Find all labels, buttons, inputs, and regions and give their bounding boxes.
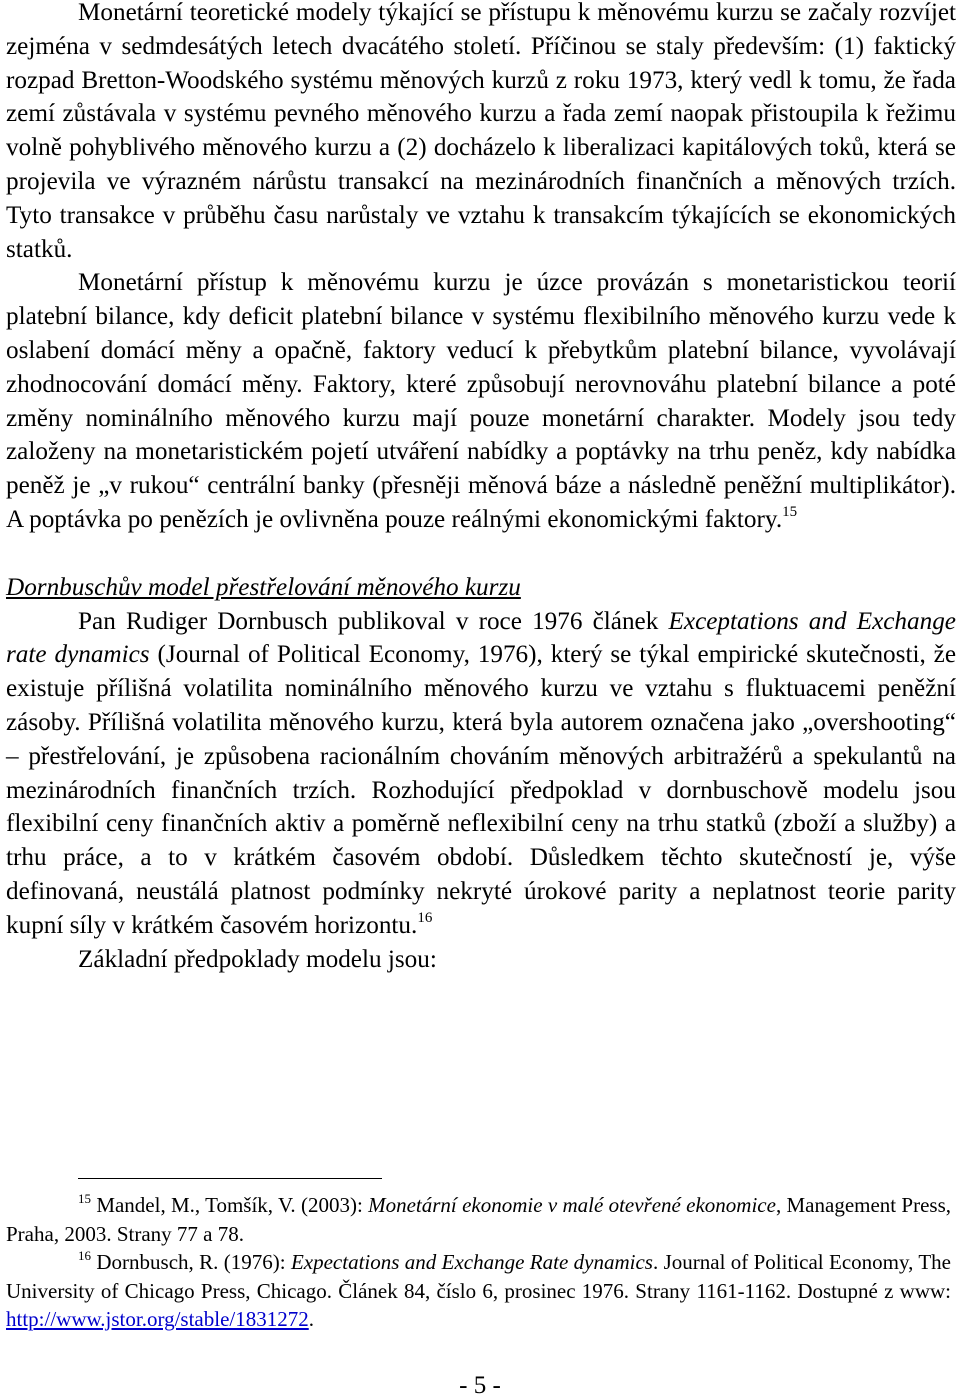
footnote-number: 15 [78,1191,91,1206]
footnote-text: . Journal of Political Economy, The University of Chicago Press, Chicago. Článek 84, číslo 6, prosinec 1976. Strany 1161-1162. Dostupné z www: [6,1250,951,1303]
footnote-title: Monetární ekonomie v malé otevřené ekonomice [368,1193,776,1217]
footnote-text: , Management Press, Praha, 2003. Strany 77 a 78. [6,1193,952,1246]
footnote-ref-16: 16 [417,909,433,926]
paragraph-text: Monetární přístup k měnovému kurzu je úzce provázán s monetaristickou teorií platební bilance, kdy deficit platební bilance v systému flexibilního měnového kurzu vede k oslabení domácí měny a opačně, faktory veducí k přebytkům platební bilance, vyvolávají zhodnocování domácí měny. Faktory, které způsobují nerovnováhu platební bilance a poté změny nominálního měnového kurzu mají pouze monetární charakter. Modely jsou tedy založeny na monetaristickém pojetí utváření nabídky a poptávky na trhu peněz, kdy nabídka peněž je „v rukou“ centrální banky (přesněji měnová báze a následně peněžní multiplikátor). A poptávka po penězích je ovlivněna pouze reálnými ekonomickými faktory. [6,269,956,533]
jstor-link[interactable]: http://www.jstor.org/stable/1831272 [6,1307,309,1331]
paragraph-text: Pan Rudiger Dornbusch publikoval v roce 1976 článek [78,607,669,635]
footnote-16 [6,1248,951,1334]
footnote-text: Mandel, M., Tomšík, V. (2003): [96,1193,369,1217]
paragraph-assumptions: Základní předpoklady modelu jsou: [78,945,437,973]
footnote-text: . [308,1307,314,1331]
page-number: - 5 - [459,1372,501,1399]
footnote-text: Dornbusch, R. (1976): [96,1250,291,1274]
paragraph-dornbusch [6,605,956,943]
body-text [6,0,956,976]
footnotes [6,1191,951,1334]
footnote-ref-15: 15 [782,503,798,520]
section-heading: Dornbuschův model přestřelování měnového kurzu [6,573,521,601]
paragraph-monetary-approach [6,266,956,536]
footnote-15 [6,1191,951,1248]
footnote-title: Expectations and Exchange Rate dynamics [290,1250,653,1274]
paragraph-text: Monetární teoretické modely týkající se přístupu k měnovému kurzu se začaly rozvíjet zejména v sedmdesátých letech dvacátého století. Příčinou se staly především: (1) faktický rozpad Bretton-Woodského systému měnových kurzů z roku 1973, který vedl k tomu, že řada zemí zůstávala v systému pevného měnového kurzu a řada zemí naopak přistoupila k řežimu volně pohyblivého měnového kurzu a (2) docházelo k liberalizaci kapitálových toků, která se projevila ve výrazném nárůstu transakcí na mezinárodních finančních a měnových trzích. Tyto transakce v průběhu času narůstaly ve vztahu k transakcím týkajících se ekonomických statků. [6,0,956,263]
article-title: Exceptations and Exchange rate dynamics [6,607,956,669]
paragraph-monetary-models [6,0,956,266]
footnote-number: 16 [78,1248,91,1263]
paragraph-text: (Journal of Political Economy, 1976), který se týkal empirické skutečnosti, že existuje přílišná volatilita nominálního měnového kurzu ve vztahu s fluktuacemi peněžní zásoby. Přílišná volatilita měnového kurzu, která byla autorem označena jako „overshooting“ – přestřelování, je způsobena racionálním chováním měnových arbitražérů a spekulantů na mezinárodních finančních trzích. Rozhodující předpoklad v dornbuschově modelu jsou flexibilní ceny finančních aktiv a poměrně neflexibilní ceny na trhu statků (zboží a služby) a trhu práce, a to v krátkém časovém období. Důsledkem těchto skutečností je, výše definovaná, neustálá platnost podmínky nekryté úrokové parity a neplatnost teorie parity kupní síly v krátkém časovém horizontu. [6,641,956,939]
footnote-divider [78,1178,382,1179]
